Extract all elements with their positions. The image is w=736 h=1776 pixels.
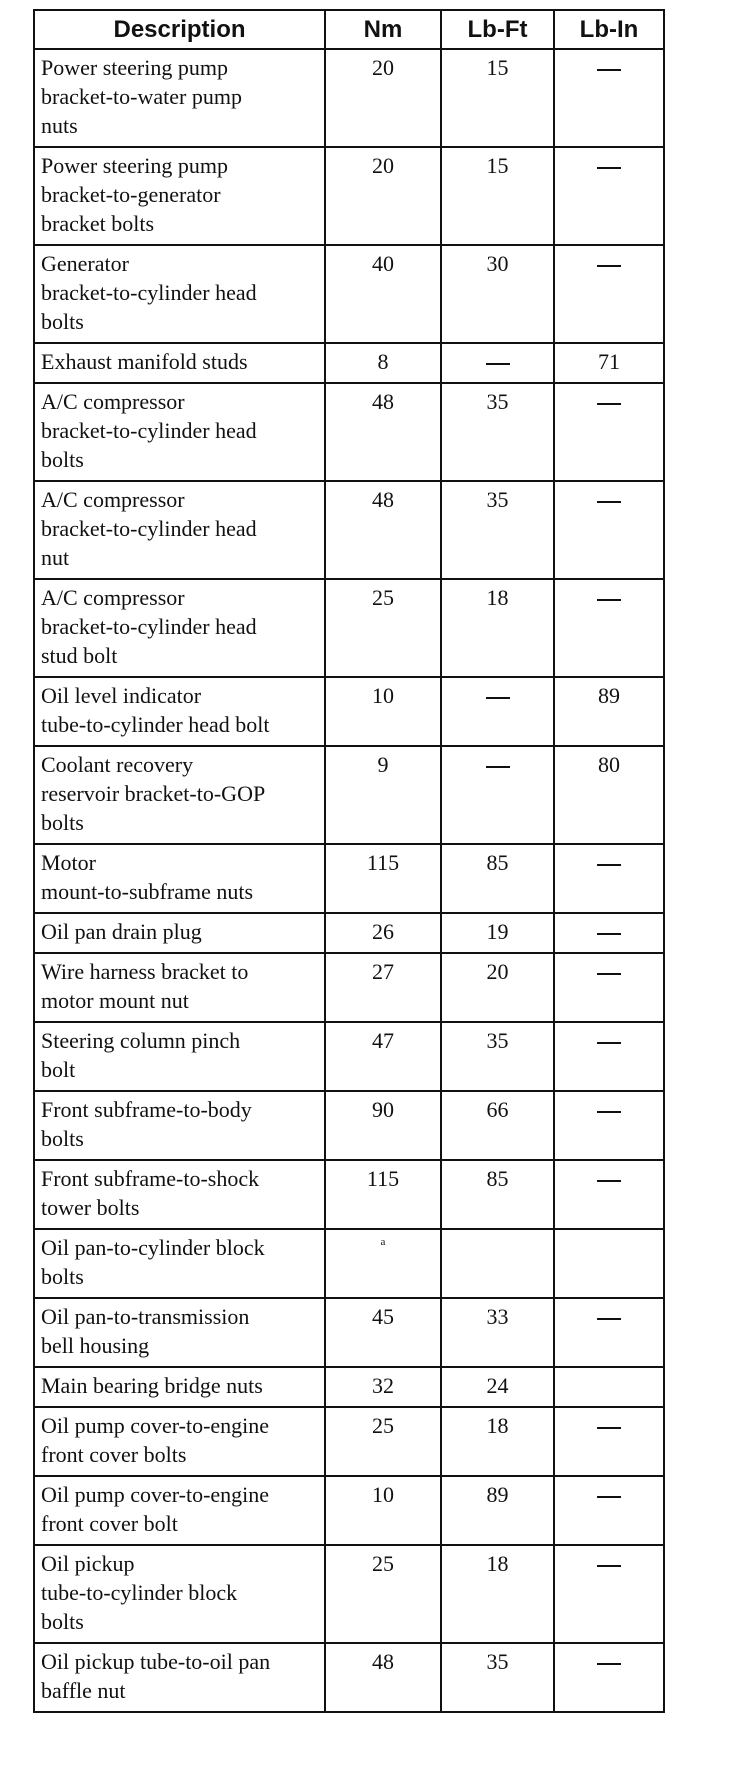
em-dash	[597, 403, 621, 405]
lb-ft-value-cell: 89	[441, 1476, 554, 1545]
lb-in-value-cell	[554, 579, 664, 677]
lb-in-value-cell	[554, 1476, 664, 1545]
table-row	[34, 343, 664, 383]
lb-ft-value-cell: 19	[441, 913, 554, 953]
table-row	[34, 746, 664, 844]
nm-value-cell: 90	[325, 1091, 441, 1160]
lb-ft-value-cell: 18	[441, 1545, 554, 1643]
nm-value-cell: 45	[325, 1298, 441, 1367]
description-cell	[34, 1298, 325, 1367]
em-dash	[597, 1427, 621, 1429]
lb-ft-value-cell: 30	[441, 245, 554, 343]
description-line: front cover bolts	[41, 1442, 187, 1467]
lb-in-value-cell	[554, 1407, 664, 1476]
description-line: tube-to-cylinder head bolt	[41, 712, 270, 737]
nm-value-cell: 10	[325, 677, 441, 746]
header-nm: Nm	[325, 10, 441, 49]
table-row	[34, 1022, 664, 1091]
description-cell	[34, 844, 325, 913]
description-line: bracket-to-cylinder head	[41, 418, 257, 443]
header-row	[34, 10, 664, 49]
nm-value-cell: 40	[325, 245, 441, 343]
em-dash	[597, 973, 621, 975]
table-row	[34, 147, 664, 245]
em-dash	[597, 933, 621, 935]
description-line: Exhaust manifold studs	[41, 349, 248, 374]
lb-in-value-cell	[554, 1545, 664, 1643]
table-row	[34, 1545, 664, 1643]
lb-ft-value-cell	[441, 1229, 554, 1298]
nm-value-cell	[325, 1229, 441, 1298]
description-line: bolts	[41, 810, 84, 835]
description-cell	[34, 913, 325, 953]
table-row	[34, 383, 664, 481]
lb-in-value-cell	[554, 1643, 664, 1712]
nm-value-cell: 48	[325, 1643, 441, 1712]
description-cell	[34, 147, 325, 245]
description-cell	[34, 383, 325, 481]
table-row	[34, 1229, 664, 1298]
description-line: stud bolt	[41, 643, 118, 668]
description-line: A/C compressor	[41, 487, 185, 512]
description-line: Front subframe-to-body	[41, 1097, 252, 1122]
description-line: Oil pan-to-transmission	[41, 1304, 250, 1329]
description-line: Front subframe-to-shock	[41, 1166, 260, 1191]
description-cell	[34, 746, 325, 844]
description-line: baffle nut	[41, 1678, 126, 1703]
lb-ft-value-cell: 15	[441, 49, 554, 147]
em-dash	[597, 1180, 621, 1182]
em-dash	[597, 1042, 621, 1044]
description-line: Oil level indicator	[41, 683, 202, 708]
lb-in-value-cell	[554, 1229, 664, 1298]
table-row	[34, 49, 664, 147]
description-cell	[34, 245, 325, 343]
description-line: bolt	[41, 1057, 76, 1082]
lb-ft-value-cell: 35	[441, 481, 554, 579]
lb-in-value-cell	[554, 147, 664, 245]
description-line: Generator	[41, 251, 129, 276]
lb-ft-value-cell: 35	[441, 1022, 554, 1091]
description-line: bolts	[41, 1126, 84, 1151]
description-cell	[34, 1022, 325, 1091]
nm-value-cell: 115	[325, 1160, 441, 1229]
description-line: nuts	[41, 113, 78, 138]
nm-value-cell: 32	[325, 1367, 441, 1407]
description-line: Oil pan drain plug	[41, 919, 202, 944]
description-line: tube-to-cylinder block	[41, 1580, 238, 1605]
lb-ft-value-cell: 35	[441, 383, 554, 481]
em-dash	[597, 1111, 621, 1113]
lb-ft-value-cell	[441, 343, 554, 383]
nm-value-cell: 20	[325, 49, 441, 147]
description-line: nut	[41, 545, 70, 570]
em-dash	[597, 1663, 621, 1665]
description-cell	[34, 1160, 325, 1229]
lb-ft-value-cell: 85	[441, 1160, 554, 1229]
table-body	[34, 49, 664, 1712]
description-line: Power steering pump	[41, 55, 228, 80]
lb-in-value-cell	[554, 481, 664, 579]
description-cell	[34, 1407, 325, 1476]
lb-ft-value-cell: 85	[441, 844, 554, 913]
lb-ft-value-cell: 18	[441, 1407, 554, 1476]
table-row	[34, 1643, 664, 1712]
lb-ft-value-cell: 24	[441, 1367, 554, 1407]
table-row	[34, 1298, 664, 1367]
lb-in-value-cell: 89	[554, 677, 664, 746]
description-line: bracket bolts	[41, 211, 155, 236]
em-dash	[486, 697, 510, 699]
lb-in-value-cell	[554, 49, 664, 147]
description-cell	[34, 343, 325, 383]
table-header	[34, 10, 664, 49]
description-line: bracket-to-cylinder head	[41, 614, 257, 639]
nm-value-cell: 48	[325, 481, 441, 579]
description-line: mount-to-subframe nuts	[41, 879, 254, 904]
em-dash	[597, 167, 621, 169]
lb-ft-value-cell	[441, 677, 554, 746]
em-dash	[597, 864, 621, 866]
lb-in-value-cell	[554, 245, 664, 343]
table-row	[34, 1476, 664, 1545]
table-row	[34, 1367, 664, 1407]
description-cell	[34, 481, 325, 579]
description-line: Main bearing bridge nuts	[41, 1373, 263, 1398]
table-row	[34, 579, 664, 677]
em-dash	[597, 599, 621, 601]
description-line: bolts	[41, 1609, 84, 1634]
lb-ft-value-cell: 35	[441, 1643, 554, 1712]
lb-in-value-cell: 80	[554, 746, 664, 844]
description-cell	[34, 677, 325, 746]
description-line: bracket-to-generator	[41, 182, 221, 207]
description-line: Steering column pinch	[41, 1028, 241, 1053]
description-line: Motor	[41, 850, 96, 875]
nm-value-cell: 10	[325, 1476, 441, 1545]
description-line: front cover bolt	[41, 1511, 178, 1536]
lb-in-value-cell	[554, 953, 664, 1022]
table-row	[34, 1407, 664, 1476]
nm-value-cell: 27	[325, 953, 441, 1022]
description-line: reservoir bracket-to-GOP	[41, 781, 266, 806]
description-line: bracket-to-cylinder head	[41, 516, 257, 541]
lb-in-value-cell	[554, 844, 664, 913]
description-cell	[34, 953, 325, 1022]
lb-in-value-cell	[554, 1022, 664, 1091]
em-dash	[597, 501, 621, 503]
lb-in-value-cell: 71	[554, 343, 664, 383]
table-row	[34, 245, 664, 343]
lb-in-value-cell	[554, 383, 664, 481]
lb-in-value-cell	[554, 1298, 664, 1367]
description-cell	[34, 1229, 325, 1298]
em-dash	[597, 1565, 621, 1567]
description-line: tower bolts	[41, 1195, 140, 1220]
nm-value-cell: 25	[325, 579, 441, 677]
description-cell	[34, 49, 325, 147]
nm-value-cell: 26	[325, 913, 441, 953]
description-line: bolts	[41, 447, 84, 472]
nm-value-cell: 48	[325, 383, 441, 481]
description-cell	[34, 1545, 325, 1643]
table-row	[34, 953, 664, 1022]
description-line: bracket-to-water pump	[41, 84, 242, 109]
em-dash	[597, 1496, 621, 1498]
nm-value-cell: 8	[325, 343, 441, 383]
lb-ft-value-cell: 66	[441, 1091, 554, 1160]
description-line: Power steering pump	[41, 153, 228, 178]
description-line: Oil pickup	[41, 1551, 135, 1576]
lb-ft-value-cell: 18	[441, 579, 554, 677]
em-dash	[597, 265, 621, 267]
lb-ft-value-cell: 15	[441, 147, 554, 245]
description-line: Oil pump cover-to-engine	[41, 1482, 270, 1507]
table-row	[34, 1160, 664, 1229]
lb-in-value-cell	[554, 1367, 664, 1407]
header-description: Description	[34, 10, 325, 49]
lb-in-value-cell	[554, 1091, 664, 1160]
table-row	[34, 481, 664, 579]
nm-value-cell: 25	[325, 1545, 441, 1643]
description-line: bracket-to-cylinder head	[41, 280, 257, 305]
description-line: Oil pickup tube-to-oil pan	[41, 1649, 271, 1674]
lb-ft-value-cell: 33	[441, 1298, 554, 1367]
nm-value-cell: 9	[325, 746, 441, 844]
description-line: Coolant recovery	[41, 752, 194, 777]
description-line: bolts	[41, 309, 84, 334]
header-lb-ft: Lb-Ft	[441, 10, 554, 49]
description-cell	[34, 1643, 325, 1712]
description-line: A/C compressor	[41, 585, 185, 610]
description-line: Oil pump cover-to-engine	[41, 1413, 270, 1438]
description-cell	[34, 1367, 325, 1407]
table-row	[34, 913, 664, 953]
lb-ft-value-cell	[441, 746, 554, 844]
nm-value-cell: 25	[325, 1407, 441, 1476]
description-line: bolts	[41, 1264, 84, 1289]
description-cell	[34, 579, 325, 677]
torque-spec-table	[33, 9, 665, 1713]
nm-value-cell: 47	[325, 1022, 441, 1091]
lb-in-value-cell	[554, 913, 664, 953]
description-line: motor mount nut	[41, 988, 189, 1013]
em-dash	[597, 1318, 621, 1320]
footnote-marker: a	[380, 1236, 386, 1248]
nm-value-cell: 115	[325, 844, 441, 913]
description-cell	[34, 1091, 325, 1160]
em-dash	[486, 766, 510, 768]
lb-ft-value-cell: 20	[441, 953, 554, 1022]
table-row	[34, 1091, 664, 1160]
lb-in-value-cell	[554, 1160, 664, 1229]
description-cell	[34, 1476, 325, 1545]
em-dash	[486, 363, 510, 365]
table-row	[34, 677, 664, 746]
nm-value-cell: 20	[325, 147, 441, 245]
description-line: Wire harness bracket to	[41, 959, 249, 984]
description-line: A/C compressor	[41, 389, 185, 414]
table-row	[34, 844, 664, 913]
description-line: bell housing	[41, 1333, 150, 1358]
header-lb-in: Lb-In	[554, 10, 664, 49]
description-line: Oil pan-to-cylinder block	[41, 1235, 265, 1260]
em-dash	[597, 69, 621, 71]
